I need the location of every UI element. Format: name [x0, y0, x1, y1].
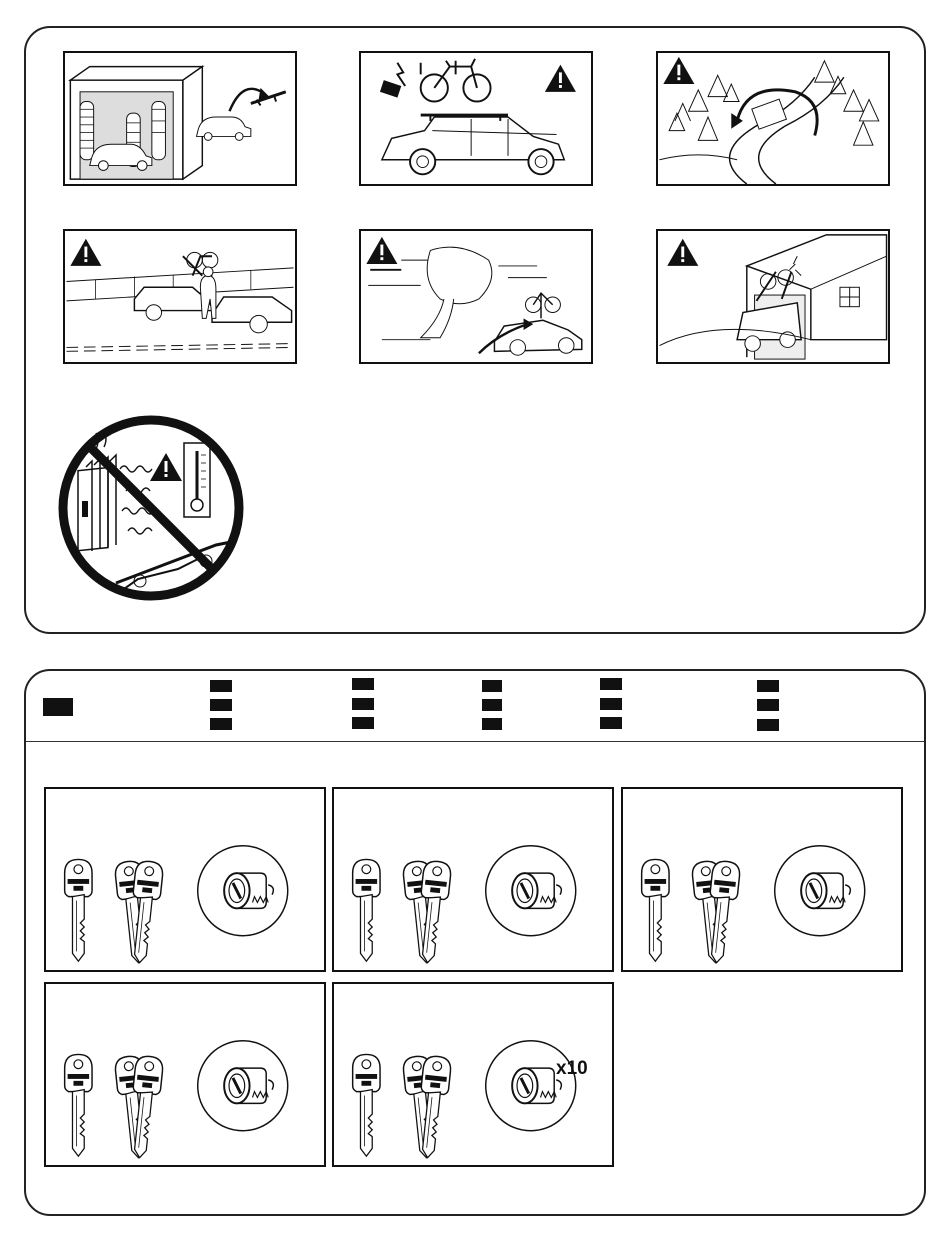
garage-entry-scene — [656, 229, 890, 364]
warnings-panel — [24, 26, 926, 634]
lock-cylinder-icon — [224, 873, 273, 908]
key-icon — [353, 1054, 380, 1156]
label-block — [482, 680, 502, 692]
key-set-3 — [621, 787, 903, 972]
parking-door-scene — [63, 229, 297, 364]
thermometer-icon — [184, 443, 210, 517]
warning-triangle-icon — [150, 453, 182, 481]
lock-cylinder-icon — [512, 873, 561, 908]
lock-cylinder-icon — [224, 1068, 273, 1103]
label-block — [757, 699, 779, 711]
lock-cylinder-icon — [801, 873, 850, 908]
label-block — [352, 717, 374, 729]
no-heat-prohibition-sign — [56, 413, 246, 603]
key-set-4 — [44, 982, 326, 1167]
winding-road-scene — [656, 51, 890, 186]
strong-wind-scene — [359, 229, 593, 364]
label-block — [757, 680, 779, 692]
key-icon — [353, 859, 380, 961]
garage-height-scene — [359, 51, 593, 186]
label-block — [210, 680, 232, 692]
label-block — [352, 698, 374, 710]
key-set-1 — [44, 787, 326, 972]
label-block — [43, 698, 73, 716]
label-block — [600, 678, 622, 690]
lock-cylinder-icon — [512, 1068, 561, 1103]
label-block — [757, 719, 779, 731]
key-icon — [642, 859, 669, 961]
key-icon — [65, 859, 92, 961]
key-set-5 — [332, 982, 614, 1167]
label-block — [600, 717, 622, 729]
car-wash-scene — [63, 51, 297, 186]
label-block — [210, 718, 232, 730]
key-icon — [65, 1054, 92, 1156]
label-block — [482, 699, 502, 711]
label-block — [210, 699, 232, 711]
label-block — [600, 698, 622, 710]
label-block — [482, 718, 502, 730]
label-block — [352, 678, 374, 690]
quantity-label: x10 — [556, 1058, 588, 1079]
header-row — [26, 671, 924, 742]
key-set-2 — [332, 787, 614, 972]
